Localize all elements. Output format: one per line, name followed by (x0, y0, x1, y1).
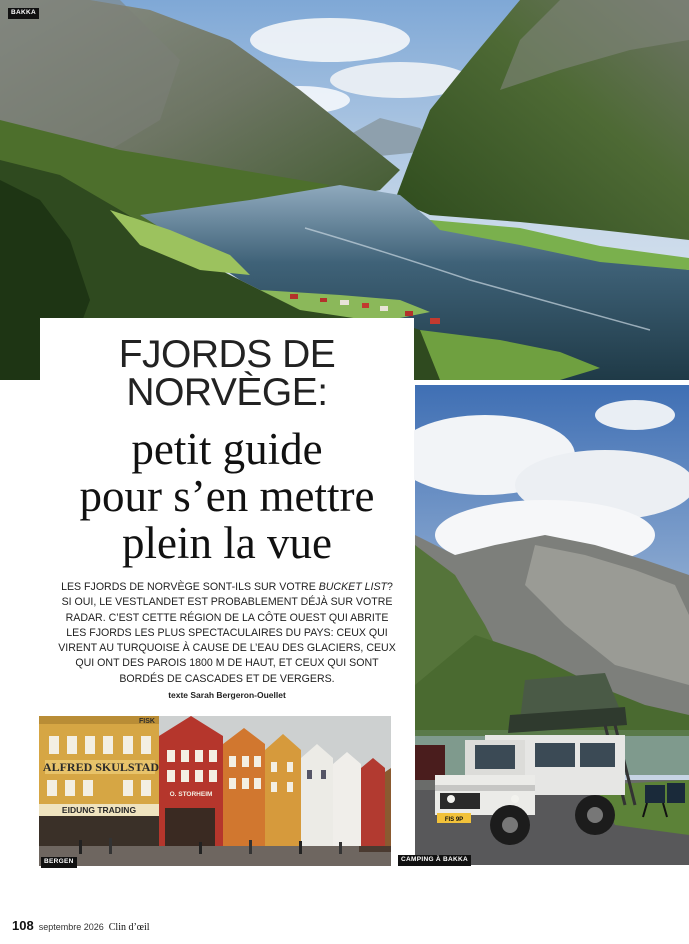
kicker-line-2: NORVÈGE: (126, 371, 328, 414)
license-plate: FIS 9P (444, 817, 464, 823)
photo-credit-camping: CAMPING À BAKKA (398, 855, 471, 866)
sign-storheim: O. STORHEIM (169, 791, 213, 798)
headline-line-3: plein la vue (122, 518, 332, 568)
photo-credit-bakka: BAKKA (8, 8, 39, 19)
page-folio (12, 918, 150, 933)
headline-line-1: petit guide (131, 424, 323, 474)
bergen-photo (39, 716, 391, 866)
sign-fisk: FISK (139, 718, 155, 725)
camping-landscape-illustration (415, 385, 689, 865)
page-number: 108 (12, 918, 34, 933)
lead-part-2: ? SI OUI, LE VESTLANDET EST PROBABLEMENT DÉJÀ SUR VOTRE RADAR. C’EST CETTE RÉGION DE LA CÔTE OUEST QUI ABRITE LES FJORDS LES PLUS SPECTACULAIRES DU PAYS: CEUX QUI VIRENT AU TURQUOISE À CAUSE DE L’EAU DES GLACIERS, CEUX QUI ONT DES PAROIS 1800 M DE HAUT, ET CEUX QUI SONT BORDÉS DE CASCADES ET DE VERGERS. (58, 581, 396, 685)
lead-italic: BUCKET LIST (318, 581, 388, 593)
magazine-name: Clin d’œil (108, 922, 150, 933)
headline-line-2: pour s’en mettre (79, 471, 375, 521)
article-title-panel (40, 318, 414, 712)
camping-photo (401, 385, 689, 865)
issue-date: septembre 2026 (38, 922, 104, 932)
sign-alfred-skulstad-text: ALFRED SKULSTAD (42, 760, 160, 774)
photo-credit-bergen: BERGEN (41, 857, 77, 868)
article-lead (40, 580, 414, 687)
sign-eidung-trading: EIDUNG TRADING (61, 805, 137, 815)
article-headline (40, 426, 414, 567)
bergen-bryggen-illustration (39, 716, 391, 866)
lead-part-1: LES FJORDS DE NORVÈGE SONT-ILS SUR VOTRE (61, 581, 319, 593)
article-kicker (40, 333, 414, 414)
article-byline: texte Sarah Bergeron-Ouellet (168, 690, 286, 701)
kicker-line-1: FJORDS DE (118, 333, 336, 376)
